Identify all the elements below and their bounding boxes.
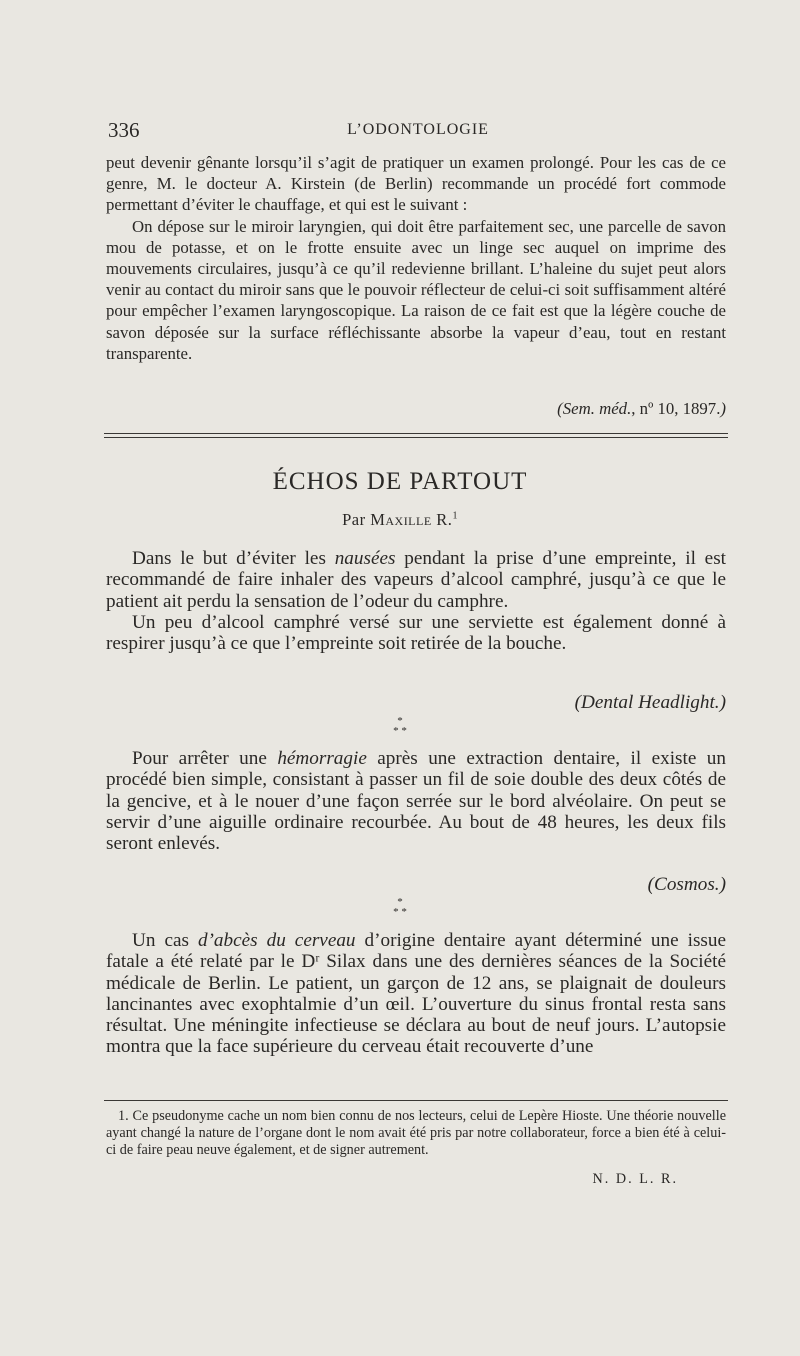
footnote-rule <box>104 1100 728 1101</box>
intro-paragraph-1: peut devenir gênante lorsqu’il s’agit de pratiquer un examen prolongé. Pour les cas de ce genre, M. le docteur A. Kirstein (de Berlin) recommande un procédé fort commode permettant d’éviter le chauffage, et qui est le suivant : <box>106 153 726 215</box>
item-1-text-after: pendant la prise d’une empreinte, il est recommandé de faire inhaler des vapeurs d’alcool camphré, jusqu’à ce que le patient ait perdu la sensation de l’odeur du camphre. <box>106 548 726 612</box>
item-3-text <box>106 930 726 1058</box>
item-1-source: (Dental Headlight.) <box>574 692 726 713</box>
star-top: * <box>397 896 403 908</box>
star-left: * <box>393 725 399 737</box>
author-footnote-mark: 1 <box>452 510 458 522</box>
star-right: * <box>401 725 407 737</box>
item-2-emphasis: hémorragie <box>277 748 367 769</box>
section-title: ÉCHOS DE PARTOUT <box>272 468 528 495</box>
intro-source-ref: , nº 10, 1897. <box>631 399 721 418</box>
intro-source: (Sem. méd., nº 10, 1897.) <box>557 399 726 418</box>
item-1-text-before: Dans le but d’éviter les <box>132 548 335 569</box>
running-title: L’ODONTOLOGIE <box>347 121 489 138</box>
item-2-source-name: Cosmos. <box>654 874 720 895</box>
star-right: * <box>401 906 407 918</box>
intro-text <box>106 152 726 364</box>
footnote-signature: N. D. L. R. <box>592 1171 678 1187</box>
page-number: 336 <box>108 118 140 142</box>
item-3-text-after: d’origine dentaire ayant déterminé une issue fatale a été relaté par le Dʳ Silax dans une des dernières séances de la Société médicale de Berlin. Le patient, un garçon de 12 ans, se plaignait de douleurs lancinantes avec exophtalmie d’un œil. L’ouverture du sinus frontal resta sans résultat. Une méningite infectieuse se déclara au bout de neuf jours. L’autopsie montra que la face supérieure du cerveau était recouverte d’une <box>106 930 726 1058</box>
item-2-text <box>106 748 726 854</box>
star-bottom-pair <box>0 907 800 917</box>
item-3-emphasis: d’abcès du cerveau <box>197 930 356 951</box>
section-rule-top <box>104 433 728 434</box>
intro-source-journal: Sem. méd. <box>562 399 632 418</box>
page-header <box>108 118 728 144</box>
item-1-source-name: Dental Headlight. <box>581 692 720 713</box>
author-name: Maxille R. <box>370 510 453 529</box>
star-left: * <box>393 906 399 918</box>
star-bottom-pair <box>0 726 800 736</box>
footnote <box>106 1108 726 1160</box>
item-2-text-after: après une extraction dentaire, il existe un procédé bien simple, consistant à passer un fil de soie double des deux côtés de la gencive, et à le nouer d’une façon serrée sur le bord alvéolaire. On peut se servir d’une aiguille ordinaire recourbée. Au bout de 48 heures, les deux fils seront enlevés. <box>106 748 726 855</box>
item-1-paragraph-1 <box>106 548 726 612</box>
author-prefix: Par <box>342 510 366 529</box>
item-3-text-before: Un cas <box>132 930 198 951</box>
item-2-source: (Cosmos.) <box>647 874 726 895</box>
item-1-paragraph-2: Un peu d’alcool camphré versé sur une serviette est également donné à respirer jusqu’à ce que l’empreinte soit retirée de la bouche. <box>106 611 726 655</box>
separator-stars-1 <box>0 716 800 736</box>
section-author <box>0 510 800 530</box>
section-rule-bottom <box>104 437 728 438</box>
intro-paragraph-2: On dépose sur le miroir laryngien, qui doit être parfaitement sec, une parcelle de savon mou de potasse, et on le frotte ensuite avec un linge sec auquel on imprime des mouvements circulaires, jusqu’à ce qu’il redevienne brillant. L’haleine du sujet peut alors venir au contact du miroir sans que le pouvoir réflecteur de celui-ci soit suffisamment altéré pour empêcher l’examen laryngoscopique. La raison de ce fait est que la légère couche de savon déposée sur la surface réfléchissante absorbe la vapeur d’eau, tout en restant transparente. <box>106 216 726 363</box>
star-top: * <box>397 715 403 727</box>
item-3-paragraph <box>106 930 726 1058</box>
item-2-text-before: Pour arrêter une <box>132 748 278 769</box>
separator-stars-2 <box>0 897 800 917</box>
item-1-emphasis: nausées <box>334 548 396 569</box>
item-2-paragraph <box>106 748 726 854</box>
footnote-text: 1. Ce pseudonyme cache un nom bien connu de nos lecteurs, celui de Lepère Hioste. Une théorie nouvelle ayant changé la nature de l’organe dont le nom avait été pris par notre collaborateur, force a bien été à celui-ci de faire peau neuve également, et de signer autrement. <box>106 1108 726 1159</box>
item-1-text <box>106 548 726 654</box>
